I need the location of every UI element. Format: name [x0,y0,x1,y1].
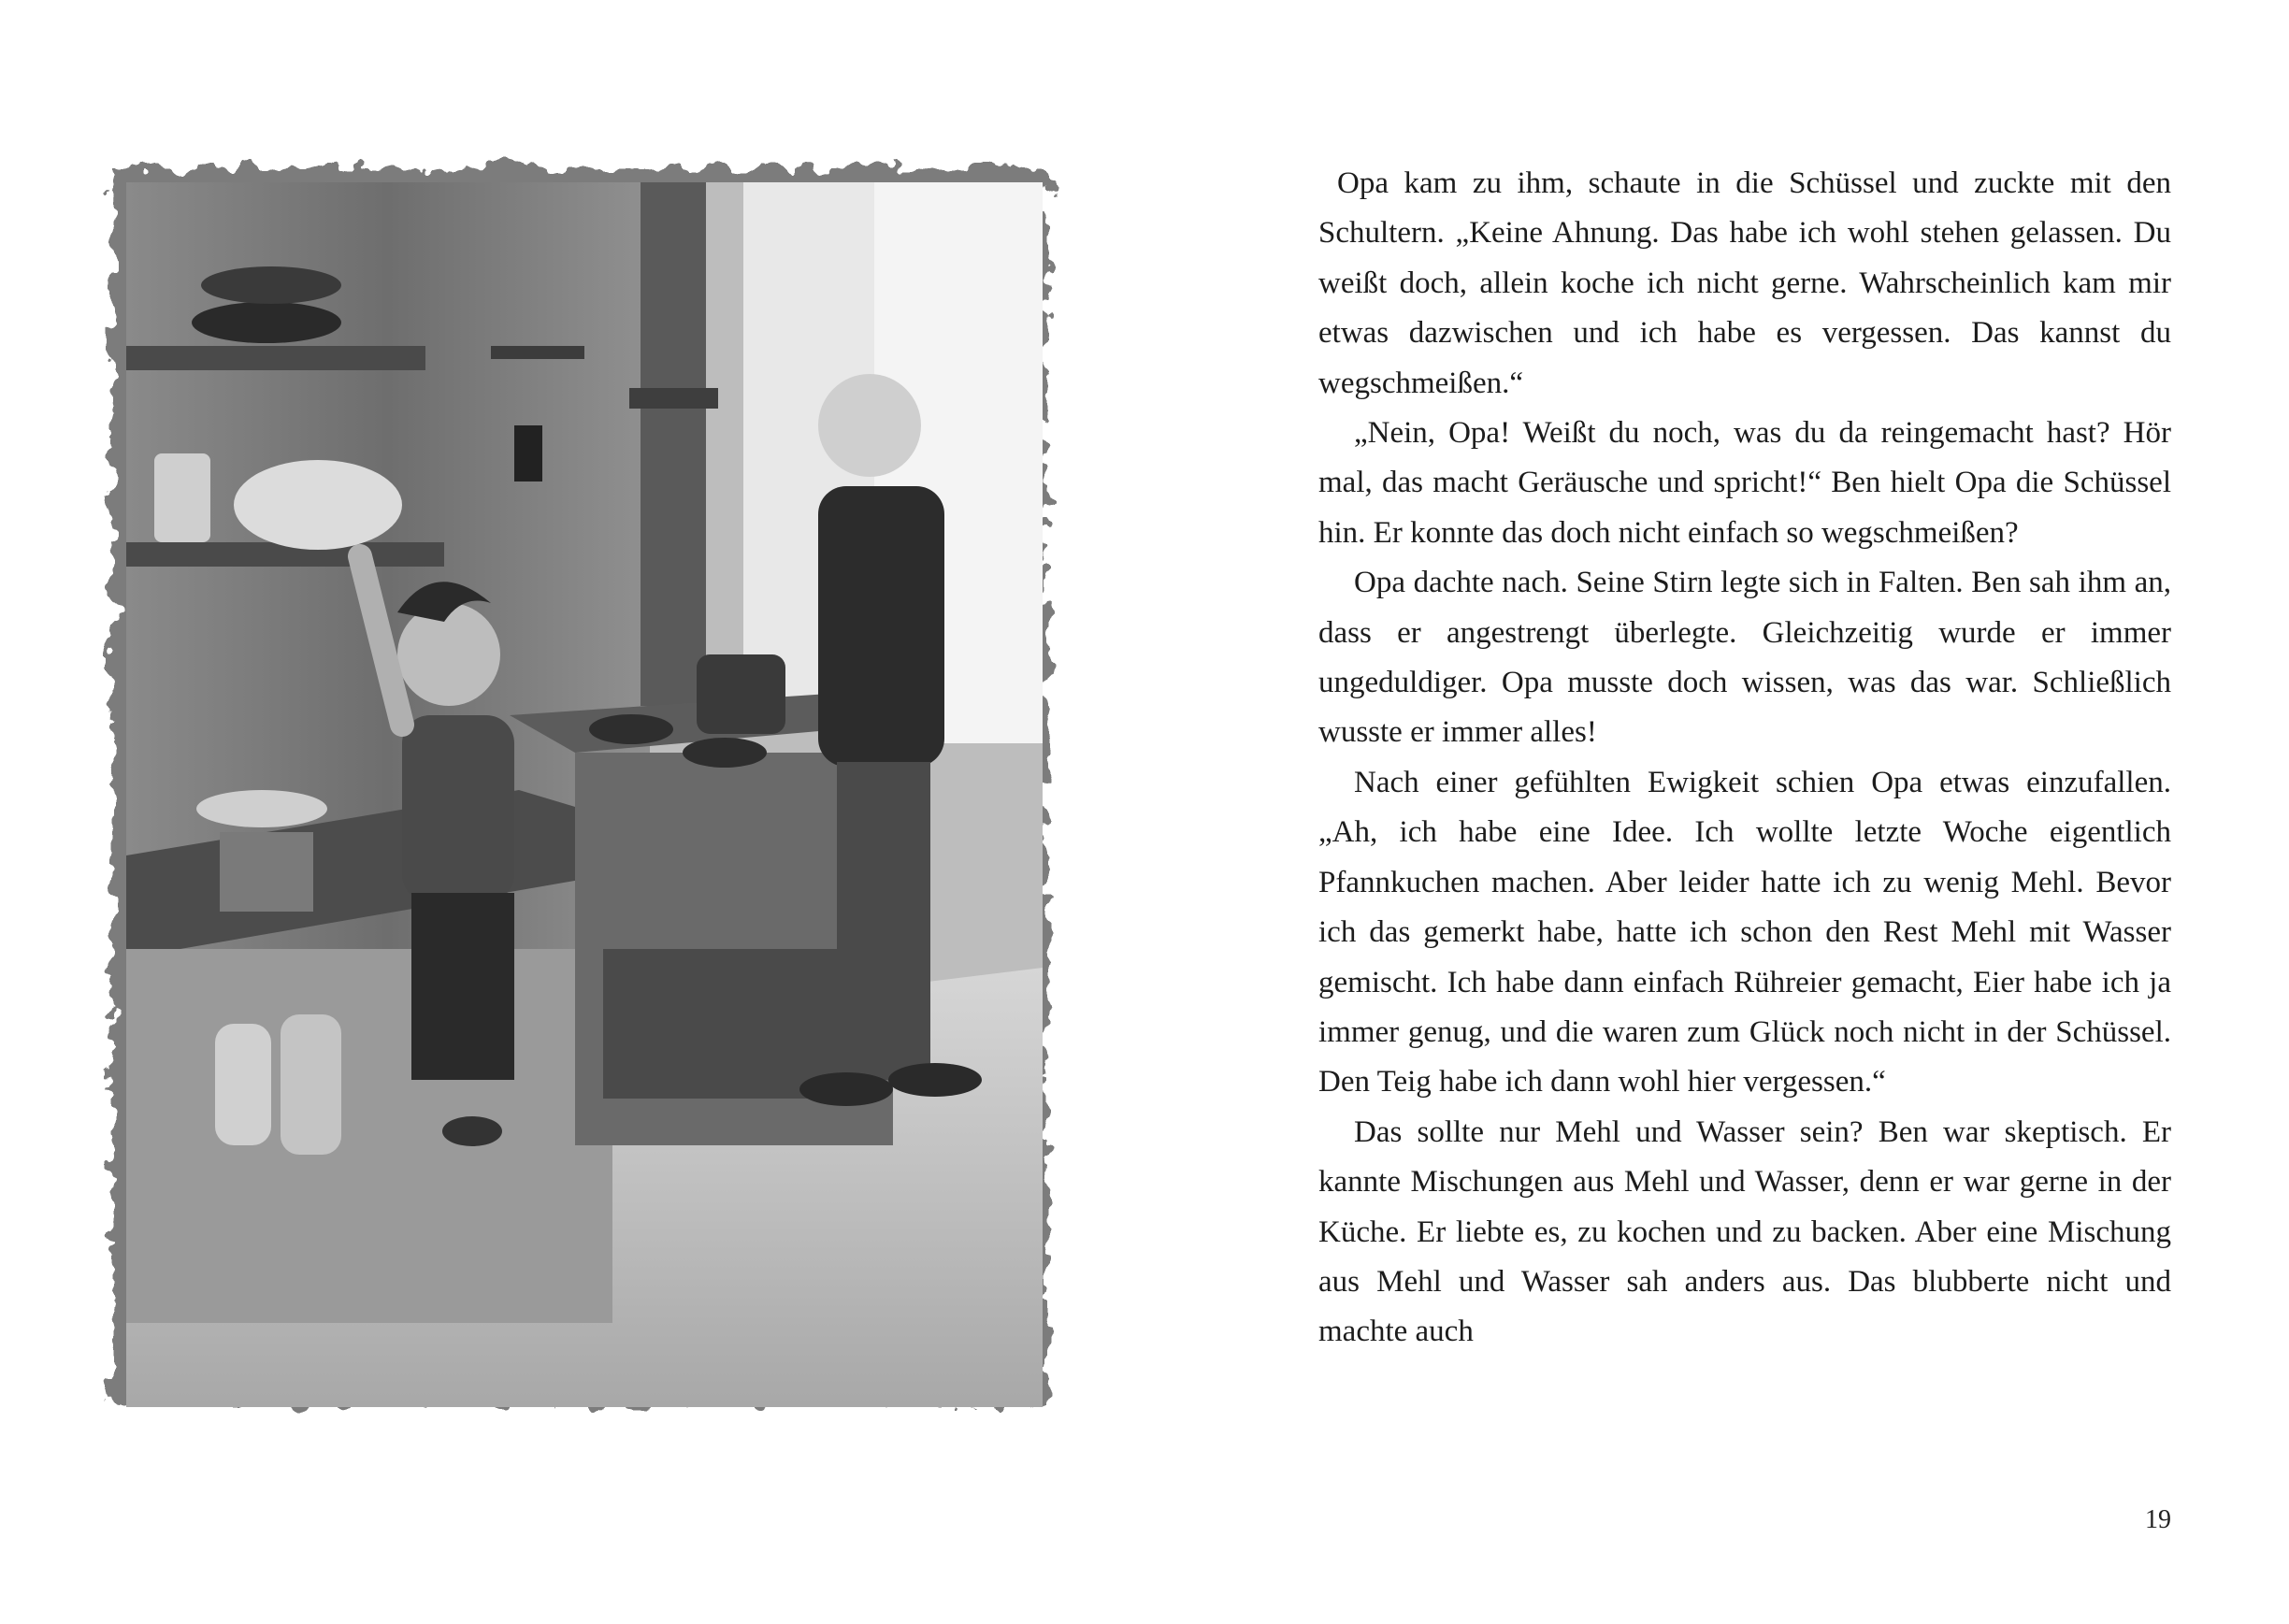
paragraph: „Nein, Opa! Weißt du noch, was du da reingemacht hast? Hör mal, das macht Geräusche und spricht!“ Ben hielt Opa die Schüssel hin. Er konnte das doch nicht einfach so wegschmeißen? [1318,416,2171,550]
paragraph: Das sollte nur Mehl und Wasser sein? Ben war skeptisch. Er kannte Mischungen aus Mehl und Wasser, denn er war gerne in der Küche. Er liebte es, zu kochen und zu backen. Aber eine Mischung aus Mehl und Wasser sah anders aus. Das blubberte nicht und machte auch [1318,1114,2171,1349]
paragraph: Opa kam zu ihm, schaute in die Schüssel und zuckte mit den Schultern. „Keine Ahnung. Das habe ich wohl stehen gelassen. Du weißt doch, allein koche ich nicht gerne. Wahrscheinlich kam mir etwas dazwischen und ich habe es vergessen. Das kannst du wegschmeißen.“ [1318,166,2171,400]
text-column [1318,159,2171,1358]
page-number: 19 [2145,1505,2171,1534]
paragraph: Opa dachte nach. Seine Stirn legte sich in Falten. Ben sah ihm an, dass er angestrengt überlegte. Gleichzeitig wurde er immer ungeduldiger. Opa musste doch wissen, was das war. Schließlich wusste er immer alles! [1318,566,2171,750]
kitchen-scene-illustration [89,145,1071,1426]
paragraph: Nach einer gefühlten Ewigkeit schien Opa etwas einzufallen. „Ah, ich habe eine Idee. Ich wollte letzte Woche eigentlich Pfannkuchen machen. Aber leider hatte ich zu wenig Mehl. Bevor ich das gemerkt habe, hatte ich schon den Rest Mehl mit Wasser gemischt. Ich habe dann einfach Rühreier gemacht, Eier habe ich ja immer genug, und die waren zum Glück noch nicht in der Schüssel. Den Teig habe ich dann wohl hier vergessen.“ [1318,765,2171,1099]
